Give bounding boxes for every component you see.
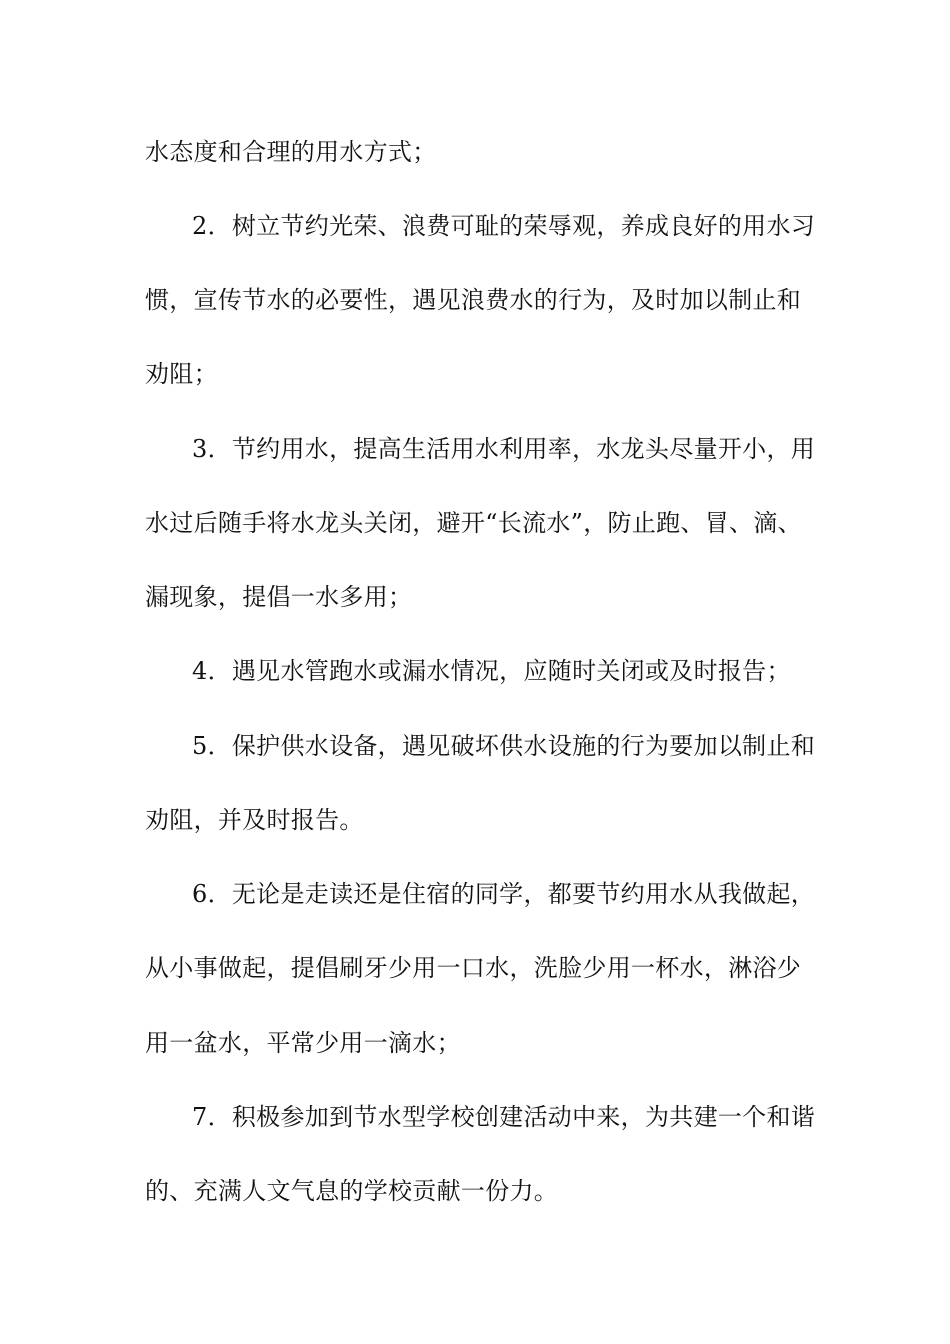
paragraph-3-line-1: 3．节约用水，提高生活用水利用率，水龙头尽量开小，用: [192, 435, 816, 463]
paragraph-5-line-1: 5．保护供水设备，遇见破坏供水设施的行为要加以制止和: [192, 732, 816, 760]
paragraph-6-line-3: 用一盆水，平常少用一滴水；: [145, 1029, 461, 1057]
paragraph-2-line-1: 2．树立节约光荣、浪费可耻的荣辱观，养成良好的用水习: [192, 212, 816, 240]
paragraph-3-line-3: 漏现象，提倡一水多用；: [145, 583, 413, 611]
paragraph-2-line-3: 劝阻；: [145, 360, 218, 388]
paragraph-1-line-1: 水态度和合理的用水方式；: [145, 138, 437, 166]
paragraph-6-line-2: 从小事做起，提倡刷牙少用一口水，洗脸少用一杯水，淋浴少: [145, 954, 802, 982]
paragraph-6-line-1: 6．无论是走读还是住宿的同学，都要节约用水从我做起，: [192, 880, 816, 908]
paragraph-4-line-1: 4．遇见水管跑水或漏水情况，应随时关闭或及时报告；: [192, 657, 791, 685]
paragraph-7-line-1: 7．积极参加到节水型学校创建活动中来，为共建一个和谐: [192, 1103, 816, 1131]
paragraph-3-line-2: 水过后随手将水龙头关闭，避开“长流水”，防止跑、冒、滴、: [145, 509, 802, 537]
paragraph-2-line-2: 惯，宣传节水的必要性，遇见浪费水的行为，及时加以制止和: [145, 286, 802, 314]
paragraph-5-line-2: 劝阻，并及时报告。: [145, 806, 364, 834]
paragraph-7-line-2: 的、充满人文气息的学校贡献一份力。: [145, 1177, 559, 1205]
